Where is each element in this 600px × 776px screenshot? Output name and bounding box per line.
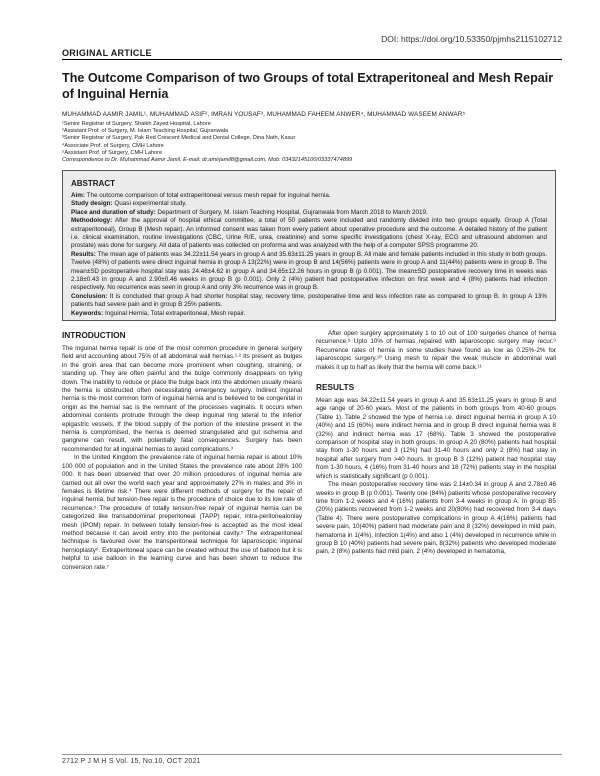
results-label: Results: bbox=[71, 250, 96, 258]
abstract-methodology bbox=[71, 217, 547, 251]
doi-link[interactable]: DOI: https://doi.org/10.53350/pjmhs2115102712 bbox=[381, 34, 562, 44]
left-column bbox=[62, 330, 302, 572]
abstract-box bbox=[62, 170, 556, 321]
intro-paragraph-3: After open surgery approximately 1 to 10 out of 100 surgeries chance of hernia recurrence.⁸ Upto 10% of hernias repaired with laparoscopic surgery may recur.⁹ Recurrence rates of hernia in some studies have found as low as 0.25%-2% for laparoscopic surgery.¹⁰ Using mesh to repair the weak muscle in abdominal wall makes it up to half as likely that the hernia will come back.¹¹ bbox=[316, 330, 556, 371]
header-divider bbox=[62, 59, 562, 60]
affiliations bbox=[62, 121, 562, 164]
article-type-label: ORIGINAL ARTICLE bbox=[62, 48, 152, 58]
abstract-design bbox=[71, 200, 547, 208]
affiliation-4: ⁴Associate Prof. of Surgery, CMH Lahore bbox=[62, 142, 164, 149]
right-column bbox=[316, 330, 556, 557]
abstract-aim bbox=[71, 192, 547, 200]
author-list: MUHAMMAD AAMIR JAMIL¹, MUHAMMAD ASIF², IMRAN YOUSAF³, MUHAMMAD FAHEEM ANWER⁴, MUHAMMAD WASEEM ANWAR⁵ bbox=[62, 111, 466, 118]
design-text: Quasi experimental study. bbox=[114, 200, 187, 208]
results-heading: RESULTS bbox=[316, 382, 355, 393]
results-text: The mean age of patients was 34.22±11.54 years in group A and 35.63±11.25 years in group B. All male and female patients included in this study in both groups. Twelve (48%) of patients were direct inguinal hernia in group A 13(22%) were in group B and 14(56%) patients were in group A and 11(44%) patients were in group B. The mean±SD postoperative hospital stay was 24.48±4.62 in group A and 34.65±12.26 hours in group B (p 0.001). The mean±SD postoperative recovery time in weeks was 2.18±0.43 in group A and 2.90±0.46 weeks in group B (p 0.001). Only 2 (4%) patient had postoperative infection on first week and 4 (8%) patients had infection respectively. No recurrence was seen in group A and only 3% recurrence was in group B. bbox=[71, 250, 547, 292]
place-text: Department of Surgery, M. Islam Teaching Hospital, Gujranwala from March 2018 to March 2019. bbox=[157, 208, 428, 216]
conclusion-text: It is concluded that group A had shorter hospital stay, recovery time, postoperative time and less infection rate as compared to group B. In group A 13% patients had severe pain and in group B 25% patients. bbox=[71, 292, 547, 309]
affiliation-1: ¹Senior Registrar of Surgery, Shaikh Zayed Hospital, Lahore bbox=[62, 121, 211, 127]
introduction-heading: INTRODUCTION bbox=[62, 330, 126, 340]
paper-title: The Outcome Comparison of two Groups of total Extraperitoneal and Mesh Repair of Inguinal Hernia bbox=[62, 71, 554, 101]
abstract-conclusion bbox=[71, 293, 547, 310]
page-footer: 2712 P J M H S Vol. 15, No.10, OCT 2021 bbox=[62, 758, 201, 765]
keywords-text: Inguinal Hernia, Total extraperitoneal, Mesh repair. bbox=[104, 309, 246, 317]
abstract-place bbox=[71, 209, 547, 217]
abstract-results bbox=[71, 251, 547, 293]
methodology-label: Methodology: bbox=[71, 217, 113, 225]
keywords-label: Keywords: bbox=[71, 309, 104, 317]
intro-paragraph-2: In the United Kingdom the prevalence rate of inguinal hernia repair is about 10% 100 000 of population and in the United States the prevalence rate about 28% 100 000. It has been observed that over 20 million procedures of inguinal hernia are carried out all over the world each year and approximately 27% in males and 3% in females is lifetime risk.⁴ There were different methods of surgery for the repair of inguinal hernia, but tension-free repair is the procedure of choice due to its low rate of recurrence.⁵ The procedure of totally tension-free repair of inguinal hernia can be categorized like transabdominal preperitoneal (TAPP) repair, intra-peritonealonlay mesh (IPOM) repair. In between totally tension-free is accepted as the most ideal method because it can avoid entry into the peritoneal cavity.⁵ The extraperitoneal technique is favoured over the transperitoneal technique for laparoscopic inguinal hernioplasty⁶. Extraperitoneal space can be created without the use of balloon but it is helpful to use balloon in the learning curve and has been shown to reduce the conversion rate.⁷ bbox=[62, 454, 302, 571]
place-label: Place and duration of study: bbox=[71, 208, 156, 216]
affiliation-2: ²Assistant Prof. of Surgery, M. Islam Teaching Hospital, Gujranwala bbox=[62, 128, 229, 135]
affiliation-5: ⁵Assistant Prof. of Surgery, CMH Lahore bbox=[62, 149, 163, 156]
abstract-keywords bbox=[71, 310, 547, 318]
footer-divider bbox=[62, 754, 562, 755]
design-label: Study design: bbox=[71, 200, 113, 208]
results-paragraph-1: Mean age was 34.22±11.54 years in group A and 35.63±11.25 years in group B and age range of 20-60 years. Most of the patients in both groups from 40-60 groups (Table 1). Table 2 showed the type of hernia i.e. direct inguinal hernia in group A 10 (40%) and 15 (60%) were indirect hernia and in group B direct inguinal hernia was 8 (32%) and indirect hernia was 17 (68%). Table 3 showed the postoperative comparison of hospital stay in both groups. In group A 20 (80%) patients had hospital stay from 1-30 hours and 3 (12%) had 31-40 hours and only 2 (8%) had stay in hospital after surgery from >40 hours. In group B 3 (12%) patient had hospital stay from 1-30 hours, 4 (16%) from 31-40 hours and 18 (72%) patients stay in the hospital which is statistically significant (p 0.001). bbox=[316, 397, 556, 480]
affiliation-3: ³Senior Registrar of Surgery, Pak Red Crescent Medical and Dental College, Dina Nath, Kasur bbox=[62, 135, 296, 142]
conclusion-label: Conclusion: bbox=[71, 292, 108, 300]
correspondence-line: Correspondence to Dr. Muhammad Aamir Jamil, E-mail: dr.amirjamil8@gmail.com, Mob: 03432145100/03337474899 bbox=[62, 157, 353, 164]
results-paragraph-2: The mean postoperative recovery time was 2.14±0.34 in group A and 2.78±0.46 weeks in group B (p 0.001). Twenty one (84%) patients whose postoperative recovery time from 1-2 weeks and 4 (16%) patients from 3-4 weeks in group A. In group B5 (20%) patients recovered from 1-2 weeks and 20(80%) had recovered from 3-4 days (Table 4). There were postoperative complications in group A 4(16%) patients had severe pain, 10(40%) patient had moderate pain and 8 (32%) developed in mild pain, hematoma in 1(4%), infection 1(4%) and also 1 (4%) developed in recurrence while in group B 10 (40%) patients had severe pain, 8(32%) patients who developed moderate pain, 2 (8%) patients had mild pain, 2 (4%) developed in hematoma, bbox=[316, 481, 556, 556]
aim-text: The outcome comparison of total extraperitoneal versus mesh repair for inguinal hernia. bbox=[86, 192, 331, 199]
intro-paragraph-1: The inguinal hernia repair is one of the most common procedure in general surgery field and accounting about 75% of all abdominal wall hernias.¹·² Its present as bulges in the groin area that can become more prominent when coughing, straining, or standing up. They are often painful and the bulge commonly disappears on lying down. The inability to reduce or place the bulge back into the abdomen usually means the hernia is obstructed often necessitating emergency surgery. Indirect inguinal hernia is the most common form of inguinal hernia and is believed to be congenital in origin as the hernial sac is the remnant of the processes vaginalis. It occurs when abdominal contents protrude through the deep inguinal ring lateral to the inferior epigastric vessels. If the blood supply of the portion of the intestine present in the hernia is compromised, the hernia is deemed strangulated and gut ischemia and gangrene can result, with potentially fatal consequences. Surgery has been recommended for all inguinal hernias to avoid complications.³ bbox=[62, 345, 302, 453]
aim-label: Aim: bbox=[71, 192, 85, 199]
methodology-text: After the approval of hospital ethical committee, a total of 50 patients were included and randomly divided into two groups equally. Group A (Total extraperitoneal), Group B (Mesh repair). An informed consent was taken from every patient about operative procedure and the outcome. A detailed history of the patient i.e. clinical examination, routine investigations (CBC, Urine R/E, urea, creatinine) and some specific investigations (chest X-ray, ECG and ultrasound abdomen and prostate) was done for surgery. All data of patients was collected on proforma and was analyzed with the help of a computer SPSS programme 20. bbox=[71, 217, 548, 250]
abstract-heading: ABSTRACT bbox=[71, 179, 115, 188]
